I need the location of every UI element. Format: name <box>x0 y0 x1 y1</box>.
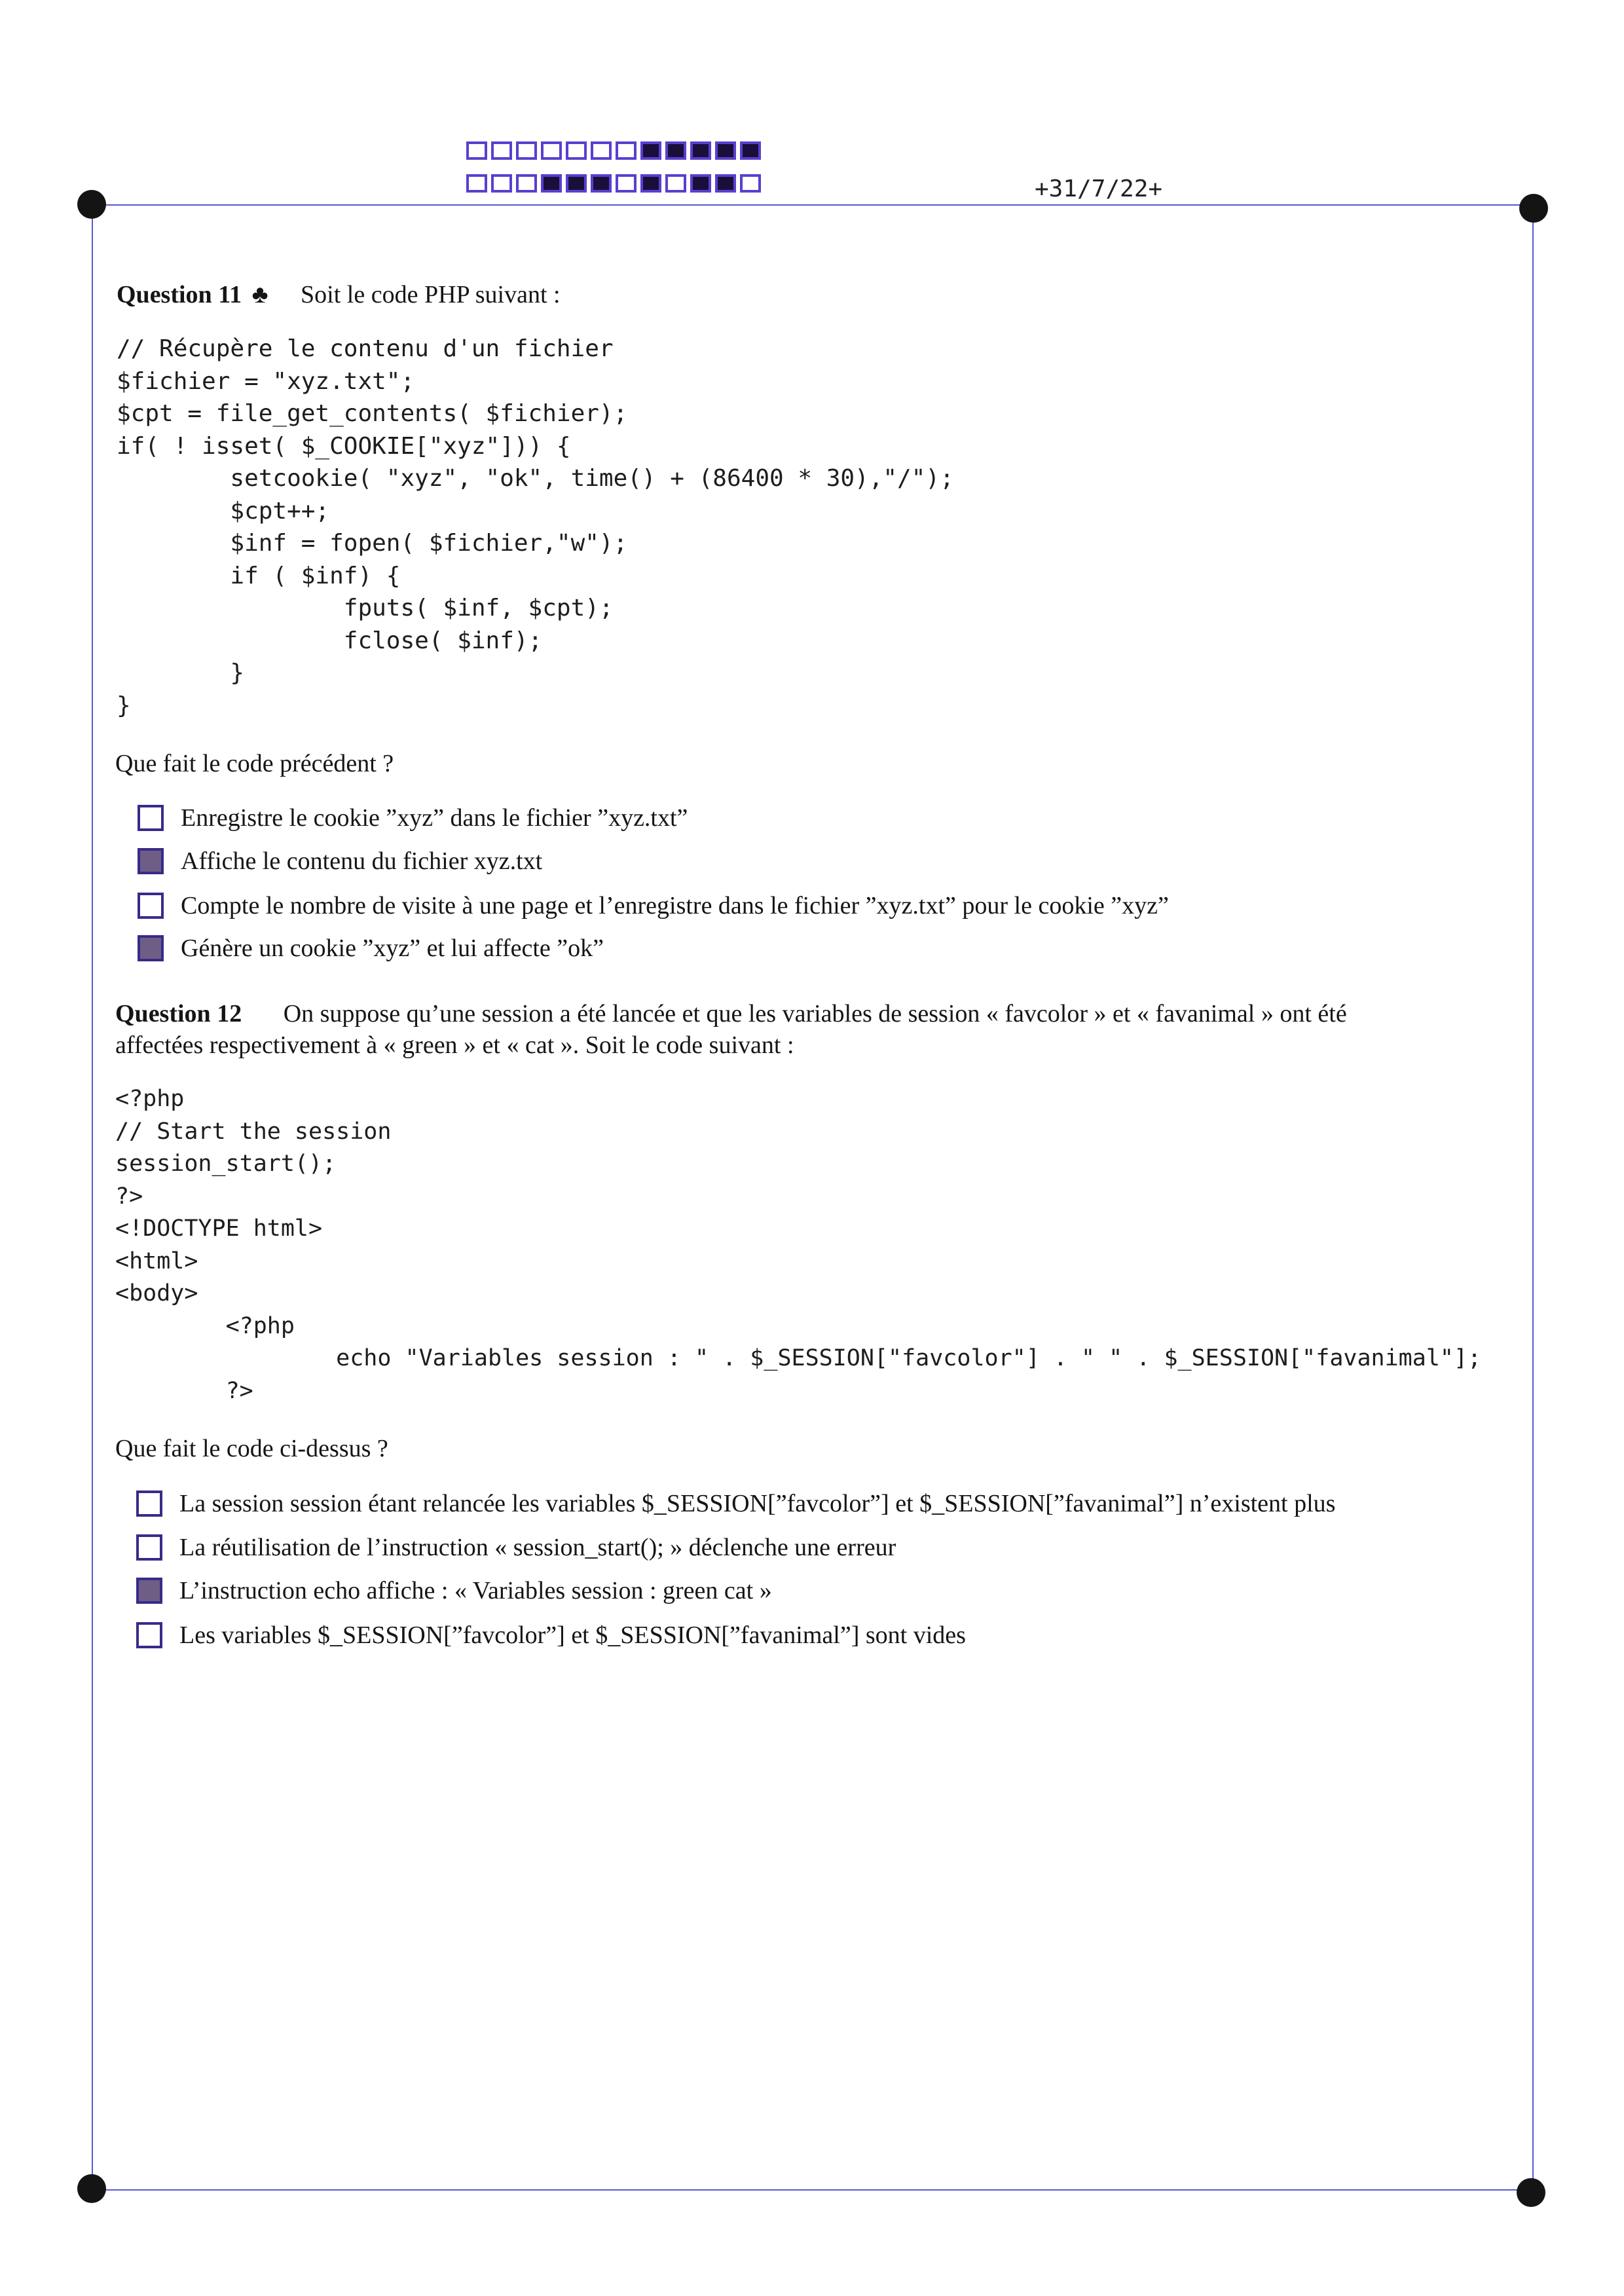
barcode-cell <box>690 174 711 193</box>
question-12-code: <?php // Start the session session_start(); ?> <!DOCTYPE html> <html> <body> <?php echo "Variables session : " . $_SESSION["favcolor"] . " " . $_SESSION["favanimal"]; ?> <box>115 1086 1482 1404</box>
barcode-cell <box>665 141 686 160</box>
answer-checkbox[interactable] <box>136 1622 162 1648</box>
barcode-cell <box>491 174 512 193</box>
question-11-code: // Récupère le contenu d'un fichier $fichier = "xyz.txt"; $cpt = file_get_contents( $fichier); if( ! isset( $_COOKIE["xyz"])) { setcookie( "xyz", "ok", time() + (86400 * 30),"/"); $cpt++; $inf = fopen( $fichier,"w"); if ( $inf) { fputs( $inf, $cpt); fclose( $inf); } } <box>117 335 954 719</box>
corner-marker-top-left <box>77 190 106 219</box>
question-12-intro-line-2: affectées respectivement à « green » et « cat ». Soit le code suivant : <box>115 1031 794 1059</box>
barcode-cell <box>715 141 736 160</box>
club-icon: ♣ <box>251 281 268 308</box>
barcode-row-1 <box>466 141 761 160</box>
barcode-cell <box>541 141 562 160</box>
answer-text: Compte le nombre de visite à une page et l’enregistre dans le fichier ”xyz.txt” pour le cookie ”xyz” <box>181 892 1169 919</box>
answer-text: Enregistre le cookie ”xyz” dans le fichier ”xyz.txt” <box>181 804 688 832</box>
barcode-cell <box>740 141 761 160</box>
question-12-heading <box>115 998 1347 1029</box>
question-11-label: Question 11 <box>117 281 242 308</box>
question-11-answer-4[interactable] <box>138 933 604 964</box>
corner-marker-bottom-left <box>77 2174 106 2203</box>
question-12-answer-1[interactable] <box>136 1488 1335 1519</box>
barcode-cell <box>591 174 612 193</box>
answer-checkbox[interactable] <box>138 805 164 831</box>
barcode-cell <box>616 141 637 160</box>
answer-checkbox[interactable] <box>136 1491 162 1517</box>
frame-right-border <box>1532 204 1534 2189</box>
frame-bottom-border <box>92 2189 1532 2191</box>
barcode-cell <box>466 141 487 160</box>
barcode-cell <box>516 141 537 160</box>
barcode-cell <box>541 174 562 193</box>
question-11-answer-1[interactable] <box>138 802 688 834</box>
question-11-intro: Soit le code PHP suivant : <box>301 281 561 308</box>
barcode-cell <box>740 174 761 193</box>
frame-top-border <box>92 204 1532 206</box>
answer-checkbox[interactable] <box>136 1534 162 1561</box>
barcode-cell <box>516 174 537 193</box>
barcode-cell <box>491 141 512 160</box>
answer-checkbox[interactable] <box>138 848 164 874</box>
corner-marker-bottom-right <box>1517 2178 1545 2207</box>
answer-checkbox[interactable] <box>136 1578 162 1604</box>
barcode-cell <box>566 141 587 160</box>
answer-checkbox[interactable] <box>138 935 164 961</box>
frame-left-border <box>92 204 93 2189</box>
answer-text: La réutilisation de l’instruction « session_start(); » déclenche une erreur <box>179 1534 896 1561</box>
barcode-cell <box>640 141 661 160</box>
question-12-answer-4[interactable] <box>136 1620 966 1651</box>
barcode-cell <box>665 174 686 193</box>
answer-text: Affiche le contenu du fichier xyz.txt <box>181 847 543 875</box>
question-12-answer-3[interactable] <box>136 1575 772 1606</box>
question-11-prompt: Que fait le code précédent ? <box>115 750 394 777</box>
barcode-cell <box>690 141 711 160</box>
question-12-prompt: Que fait le code ci-dessus ? <box>115 1435 388 1462</box>
question-11-heading <box>117 279 561 310</box>
question-12-intro-line-1: On suppose qu’une session a été lancée et que les variables de session « favcolor » et « favanimal » ont été <box>283 1000 1347 1028</box>
barcode-cell <box>566 174 587 193</box>
answer-checkbox[interactable] <box>138 893 164 919</box>
barcode-cell <box>715 174 736 193</box>
corner-marker-top-right <box>1519 194 1548 223</box>
barcode-cell <box>591 141 612 160</box>
barcode-cell <box>466 174 487 193</box>
barcode-row-2 <box>466 174 761 193</box>
answer-text: La session session étant relancée les variables $_SESSION[”favcolor”] et $_SESSION[”favanimal”] n’existent plus <box>179 1490 1336 1517</box>
answer-text: L’instruction echo affiche : « Variables session : green cat » <box>179 1577 772 1604</box>
barcode-cell <box>616 174 637 193</box>
barcode-cell <box>640 174 661 193</box>
answer-text: Génère un cookie ”xyz” et lui affecte ”ok” <box>181 935 604 962</box>
question-11-answer-2[interactable] <box>138 845 542 877</box>
question-11-answer-3[interactable] <box>138 890 1169 921</box>
page-id: +31/7/22+ <box>1035 176 1163 202</box>
answer-text: Les variables $_SESSION[”favcolor”] et $_SESSION[”favanimal”] sont vides <box>179 1621 966 1649</box>
question-12-label: Question 12 <box>115 1000 242 1028</box>
question-12-answer-2[interactable] <box>136 1532 896 1563</box>
